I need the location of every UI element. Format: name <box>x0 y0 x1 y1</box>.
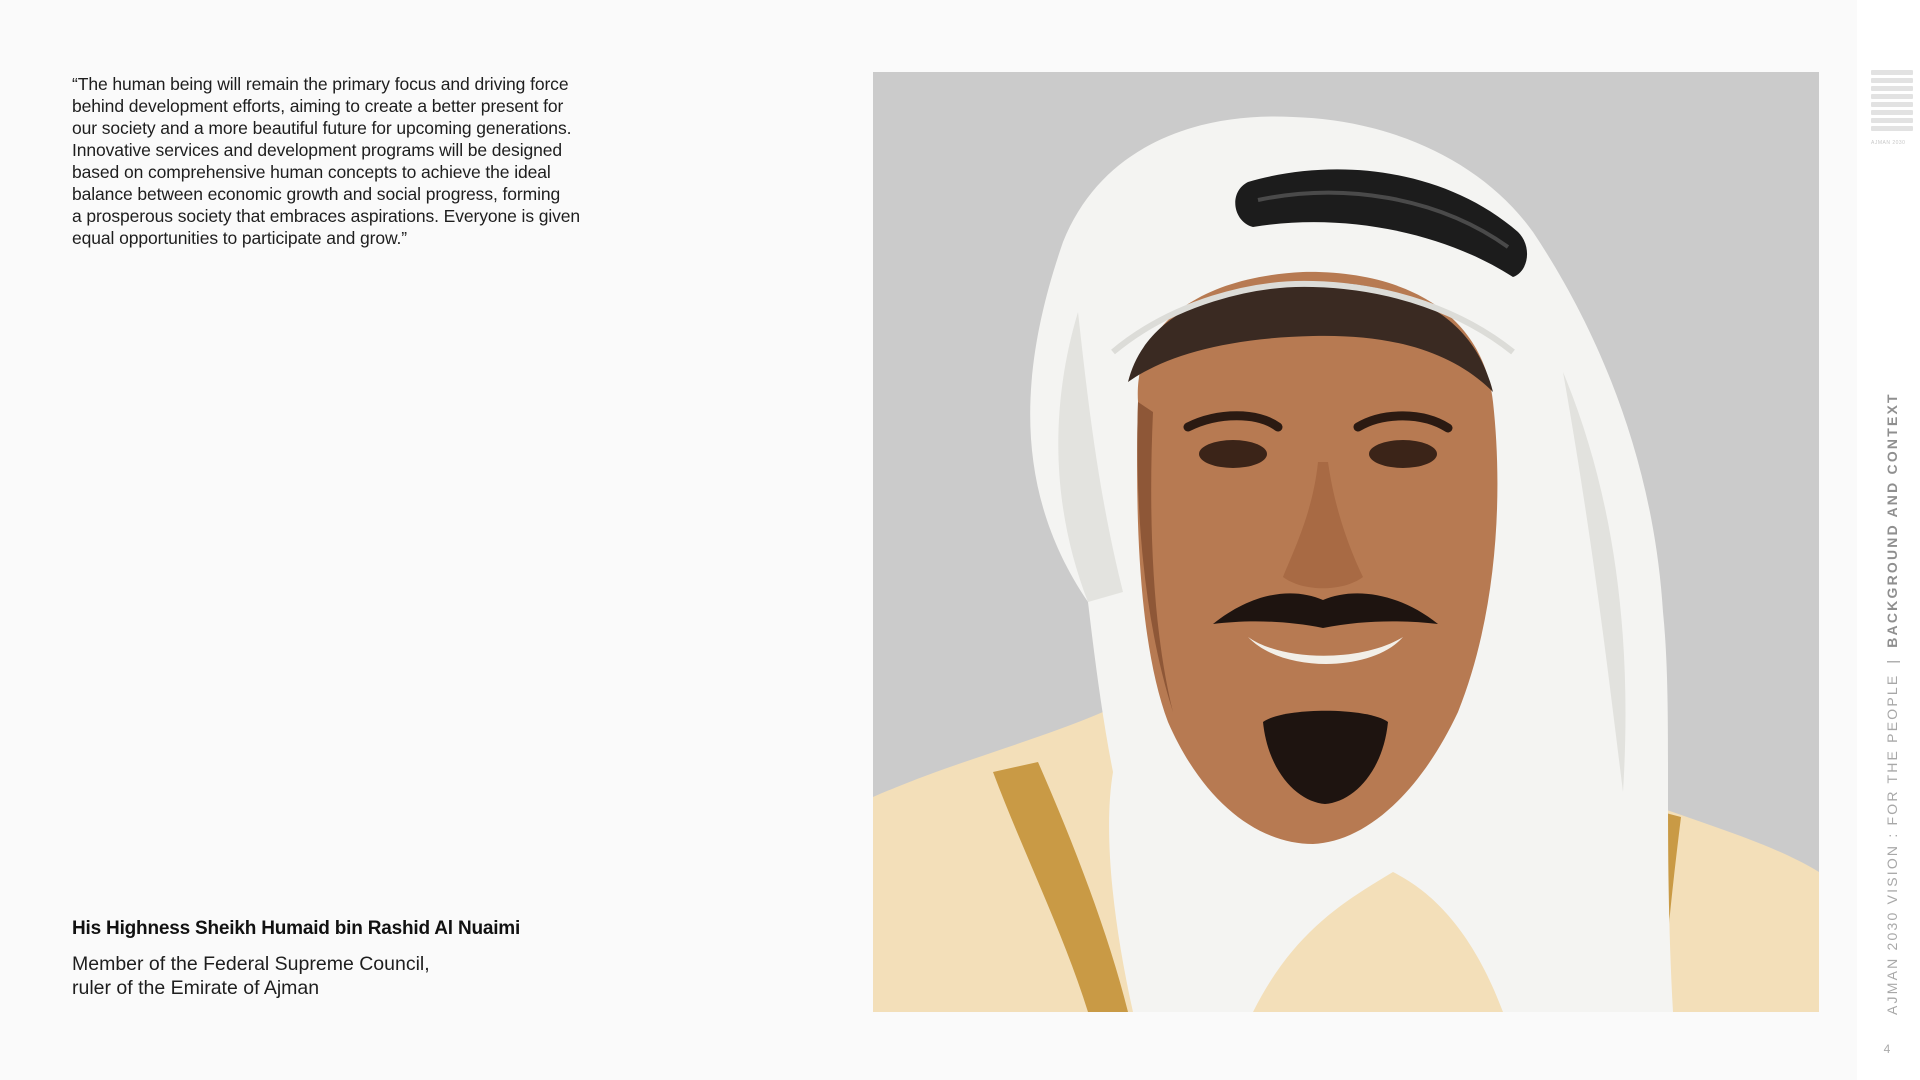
page-number: 4 <box>1883 1042 1891 1056</box>
logo-text: AJMAN 2030 <box>1871 140 1906 146</box>
document-section-title <box>1884 392 1900 1015</box>
quote-text: “The human being will remain the primary focus and driving force behind development efforts, aiming to create a better present for our society and a more beautiful future for upcoming generations. Innovative services and development programs will be designed based on comprehensive human concepts to achieve the ideal balance between economic growth and social progress, forming a prosperous society that embraces aspirations. Everyone is given equal opportunities to participate and grow.” <box>72 74 581 248</box>
document-title: AJMAN 2030 VISION : FOR THE PEOPLE <box>1884 673 1900 1015</box>
title-separator: | <box>1884 657 1900 664</box>
ajman-2030-logo-icon <box>1871 70 1915 150</box>
attribution-name: His Highness Sheikh Humaid bin Rashid Al Nuaimi <box>72 918 521 939</box>
attribution-role: Member of the Federal Supreme Council, ruler of the Emirate of Ajman <box>72 953 430 999</box>
attribution <box>72 918 632 1000</box>
portrait-photo <box>873 72 1819 1012</box>
portrait-illustration <box>873 72 1819 1012</box>
section-name: BACKGROUND AND CONTEXT <box>1884 392 1900 648</box>
